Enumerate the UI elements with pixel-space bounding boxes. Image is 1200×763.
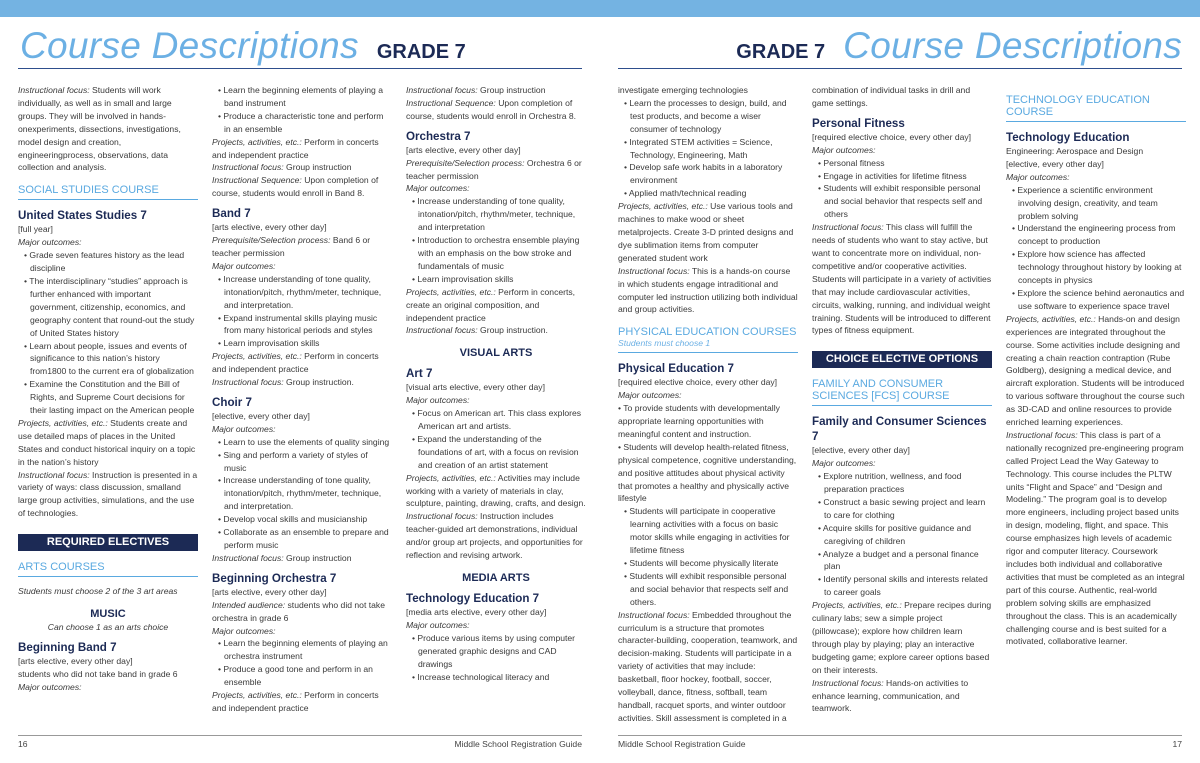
block-text: Perform in concerts and independent practice [212, 690, 379, 713]
paragraph [406, 144, 586, 157]
field-label: Instructional Sequence: [212, 175, 302, 186]
paragraph [18, 668, 198, 681]
block-text: TECHNOLOGY EDUCATION COURSE [1006, 94, 1150, 118]
field-label: Instructional focus: [618, 265, 690, 276]
paragraph [406, 394, 586, 407]
paragraph [212, 586, 392, 599]
block-text: Focus on American art. This class explores American art and artists. [417, 408, 582, 432]
field-label: Major outcomes: [618, 390, 682, 401]
subsection-heading [406, 347, 586, 360]
paragraph [212, 376, 392, 389]
paragraph [212, 174, 392, 200]
field-label: Major outcomes: [212, 260, 276, 271]
paragraph [406, 606, 586, 619]
block-text: REQUIRED ELECTIVES [46, 536, 170, 549]
section-banner [18, 534, 198, 551]
block-text: [arts elective, every other day] [18, 656, 133, 667]
grade-label: GRADE 7 [376, 41, 466, 63]
field-label: Instructional focus: [1006, 429, 1078, 440]
paragraph [406, 472, 586, 511]
bullet-item [618, 570, 798, 609]
column [812, 84, 992, 715]
section-heading [18, 561, 198, 577]
bullet-item [406, 234, 586, 273]
paragraph [812, 131, 992, 144]
block-text: Instruction includes teacher-guided art demonstrations, individual and/or group art projects, and opportunities for reflection and revising artwork. [406, 511, 583, 561]
paragraph [212, 161, 392, 174]
block-text: VISUAL ARTS [459, 347, 533, 360]
paragraph [812, 599, 992, 676]
block-text: Analyze a budget and a personal finance plan [822, 548, 979, 572]
paragraph [406, 157, 586, 183]
block-text: [arts elective, every other day] [212, 222, 327, 233]
block-text: Increase understanding of tone quality, intonation/pitch, rhythm/meter, technique, and interpretation. [223, 273, 382, 310]
field-label: Instructional focus: [212, 162, 284, 173]
block-text: Collaborate as an ensemble to prepare and perform music [223, 527, 389, 550]
page-header [736, 25, 1182, 67]
field-label: Projects, activities, etc.: [1006, 313, 1096, 324]
paragraph [212, 221, 392, 234]
block-text: Group instruction [283, 552, 352, 563]
block-text: Embedded throughout the curriculum is a structure that promotes character-building, cooperation, teamwork, and decision-making. Students will participate in a variety of activities that may include: basketball, floor hockey, football, soccer, volleyball, dance, fitness, softball, team handball, racquet sports, and winter outdoor activities. Skill assessment is completed in a [618, 609, 798, 723]
block-text: Engage in activities for lifetime fitness [823, 170, 967, 181]
bullet-item [18, 340, 198, 379]
field-label: Instructional focus: [812, 677, 884, 688]
block-text: PHYSICAL EDUCATION COURSES [618, 326, 797, 339]
block-text: Expand the understanding of the foundations of art, with a focus on revision and creation of an artist statement [417, 433, 579, 470]
paragraph [406, 510, 586, 562]
paragraph [18, 585, 198, 598]
block-text: [elective, every other day] [812, 445, 910, 456]
field-label: Instructional focus: [212, 552, 284, 563]
block-text: Group instruction [477, 85, 546, 95]
bullet-item [406, 407, 586, 433]
block-text: This class will fulfill the needs of students who want to stay active, but want to concentrate more on individual, non-competitive and/or cooperative activities. Students will participate in a variety of activities that may include cardiovascular activities, circuits, walking, running, and individual weight training. Students will be introduced to different types of fitness equipment. [812, 222, 992, 336]
block-text: ARTS COURSES [18, 561, 105, 574]
bullet-item [618, 505, 798, 557]
block-text: Expand instrumental skills playing music from many historical periods and styles [223, 312, 378, 336]
course-title [212, 395, 392, 410]
block-text: Students will exhibit responsible personal and social behavior that respects self and others [823, 183, 983, 220]
course-title [812, 414, 992, 444]
bullet-item [212, 273, 392, 312]
block-text: Develop vocal skills and musicianship [223, 514, 368, 525]
block-text: This class is part of a nationally recognized pre-engineering program called Project Lead the Way Gateway to Technology. This course includes the PLTW units “Flight and Space” and “Design and Modeling.” The program goal is to develop more engineers, including project based units in design, modeling, flight, and space. This course emphasizes high levels of academic rigor and computer literacy. Coursework includes both individual and collaborative activities that must be completed as an integral part of this course. Authentic, real-world problem solving skills are emphasized throughout the class. This is an academically challenging course and is best suited for a motivated, collaborative learner. [1006, 429, 1185, 647]
bullet-item [618, 557, 798, 570]
block-text: Orchestra 6 or teacher permission [406, 157, 582, 181]
block-subtitle: Can choose 1 as an arts choice [47, 622, 169, 633]
block-text: Use various tools and machines to make wood or sheet metalprojects. Create 3-D printed designs and dye sublimation items from computer generated student work [618, 201, 794, 263]
bullet-item [212, 513, 392, 526]
block-text: Family and Consumer Sciences 7 [812, 415, 987, 444]
paragraph [618, 389, 798, 402]
paragraph [812, 444, 992, 457]
block-text: This is a hands-on course in which students engage intraditional and computer led instruction utilizing both individual and group activities. [618, 265, 798, 315]
paragraph [1006, 171, 1186, 184]
bullet-item [406, 273, 586, 286]
block-text: Develop safe work habits in a laboratory environment [629, 162, 783, 186]
bullet-item [812, 182, 992, 221]
block-text: Hands-on and design experiences are integrated throughout the course. Some activities include designing and creating a chain reaction contraption (Rube Goldberg), designing a medical device, and aircraft exploration. Students will be introduced to various software throughout the course such as 3D-CAD and online resources to provide enriched learning experiences. [1006, 313, 1185, 428]
block-text: Examine the Constitution and the Bill of Rights, and Supreme Court decisions for their lasting impact on the American people [29, 379, 195, 416]
field-label: Projects, activities, etc.: [18, 417, 108, 428]
bullet-item [618, 161, 798, 187]
paragraph [18, 223, 198, 236]
page-number: 17 [1172, 739, 1182, 749]
block-text: Personal fitness [823, 157, 885, 168]
paragraph [618, 84, 798, 97]
field-label: Students must choose 2 of the 3 art areas [18, 586, 178, 597]
footer-divider [18, 735, 582, 736]
field-label: Major outcomes: [406, 183, 470, 194]
block-text: [arts elective, every other day] [212, 586, 327, 597]
bullet-item [18, 378, 198, 417]
block-text: MUSIC [90, 608, 126, 621]
bullet-item [212, 110, 392, 136]
paragraph [406, 286, 586, 325]
bullet-item [212, 663, 392, 689]
block-text: [full year] [18, 224, 53, 235]
block-text: Explore nutrition, wellness, and food preparation practices [823, 471, 962, 495]
paragraph [406, 97, 586, 123]
block-text: Learn the beginning elements of playing a band instrument [223, 85, 383, 108]
footer-divider [618, 735, 1182, 736]
header-divider [618, 68, 1182, 69]
field-label: Projects, activities, etc.: [212, 136, 302, 147]
block-text: Perform in concerts, create an original composition, and independent practice [406, 286, 576, 323]
paragraph [406, 619, 586, 632]
block-text: Experience a scientific environment involving design, creativity, and team problem solving [1017, 184, 1158, 221]
bullet-item [212, 337, 392, 350]
course-title [212, 206, 392, 221]
block-text: [media arts elective, every other day] [406, 607, 547, 617]
field-label: Major outcomes: [406, 619, 470, 630]
column [212, 84, 392, 715]
field-label: Instructional focus: [406, 511, 478, 522]
block-text: Upon completion of course, students would enroll in Band 8. [212, 175, 379, 199]
paragraph [618, 376, 798, 389]
field-label: Projects, activities, etc.: [406, 472, 496, 483]
paragraph [212, 260, 392, 273]
bullet-item [618, 187, 798, 200]
paragraph [212, 689, 392, 715]
block-text: Introduction to orchestra ensemble playing with an emphasis on the bow stroke and fundamentals of music [417, 235, 580, 271]
bullet-item [812, 470, 992, 496]
field-label: Prerequisite/Selection process: [406, 157, 525, 168]
bullet-item [18, 275, 198, 340]
block-text: [arts elective, every other day] [406, 144, 521, 155]
block-text: Acquire skills for positive guidance and caregiving of children [822, 522, 972, 546]
field-label: Instructional focus: [18, 469, 90, 480]
field-label: Instructional focus: [212, 377, 284, 388]
block-text: Orchestra 7 [406, 129, 471, 143]
bullet-item [406, 195, 586, 234]
paragraph [812, 457, 992, 470]
course-title [812, 116, 992, 131]
paragraph [18, 236, 198, 249]
right-page [600, 17, 1200, 763]
block-text: Construct a basic sewing project and learn to care for clothing [823, 496, 986, 520]
block-text: Art 7 [406, 367, 433, 381]
grade-label: GRADE 7 [736, 41, 826, 63]
paragraph [812, 84, 992, 110]
block-text: Understand the engineering process from concept to production [1017, 223, 1176, 247]
block-text: Explore the science behind aeronautics and use software to experience space travel [1017, 287, 1185, 311]
field-label: Major outcomes: [812, 144, 876, 155]
block-text: Integrated STEM activities = Science, Technology, Engineering, Math [629, 136, 773, 160]
block-text: [visual arts elective, every other day] [406, 382, 545, 393]
block-subtitle: Students must choose 1 [618, 338, 711, 349]
block-text: CHOICE ELECTIVE OPTIONS [825, 353, 979, 366]
block-text: Perform in concerts and independent practice [212, 136, 379, 160]
section-heading [618, 326, 798, 353]
block-text: Beginning Orchestra 7 [212, 571, 337, 585]
page-number: 16 [18, 739, 28, 749]
paragraph [18, 84, 198, 174]
block-text: Prepare recipes during culinary labs; sew a simple project (pillowcase); explore how children learn through play by playing; play an interactive budgeting game; explore career options based on their interests. [812, 600, 992, 675]
field-label: Major outcomes: [812, 458, 876, 469]
paragraph [1006, 313, 1186, 429]
bullet-item [212, 436, 392, 449]
paragraph [406, 84, 586, 97]
block-text: Increase technological literacy and [417, 671, 550, 682]
section-heading [18, 184, 198, 200]
bullet-item [406, 433, 586, 472]
field-label: Major outcomes: [212, 423, 276, 434]
subsection-heading [406, 572, 586, 585]
block-text: Learn about people, issues and events of significance to this nation’s history from1800 to the current era of globalization [29, 340, 194, 377]
field-label: Projects, activities, etc.: [812, 600, 902, 611]
section-banner [812, 351, 992, 368]
block-text: [required elective choice, every other day] [618, 377, 778, 388]
block-text: Explore how science has affected technology throughout history by looking at concepts in physics [1017, 249, 1182, 286]
block-text: Identify personal skills and interests related to career goals [823, 574, 988, 598]
bullet-item [618, 97, 798, 136]
bullet-item [812, 522, 992, 548]
block-text: Hands-on activities to enhance learning, communication, and teamwork. [812, 677, 969, 714]
block-text: Learn improvisation skills [417, 273, 514, 284]
block-text: combination of individual tasks in drill and game settings. [812, 85, 971, 108]
course-title [212, 571, 392, 586]
paragraph [618, 200, 798, 265]
block-text: MEDIA ARTS [462, 572, 530, 584]
course-title [1006, 130, 1186, 145]
block-text: students who did not take band in grade 6 [18, 669, 178, 679]
field-label: Instructional focus: [406, 85, 478, 95]
column [618, 84, 798, 725]
paragraph [812, 221, 992, 337]
paragraph [212, 423, 392, 436]
block-text: Learn to use the elements of quality singing [223, 436, 390, 447]
block-text: Produce a characteristic tone and perform in an ensemble [223, 110, 384, 134]
block-text: Learn improvisation skills [223, 338, 320, 349]
course-title [406, 591, 586, 606]
block-text: investigate emerging technologies [618, 85, 748, 95]
paragraph [18, 655, 198, 668]
block-text: SOCIAL STUDIES COURSE [18, 184, 159, 197]
paragraph [212, 234, 392, 260]
block-text: Sing and perform a variety of styles of music [223, 449, 368, 473]
header-divider [18, 68, 582, 69]
field-label: Projects, activities, etc.: [406, 286, 496, 297]
block-text: [required elective choice, every other day] [812, 131, 972, 142]
top-accent-bar [0, 0, 1200, 17]
block-text: Activities may include working with a variety of materials in clay, sculpture, painting, drawing, crafts, and design. [406, 472, 586, 509]
block-text: Students will exhibit responsible personal and social behavior that respects self and others. [629, 570, 789, 607]
field-label: Projects, activities, etc.: [212, 690, 302, 701]
block-text: FAMILY AND CONSUMER SCIENCES [FCS] COURSE [812, 378, 950, 403]
field-label: Instructional focus: [812, 222, 884, 233]
bullet-item [812, 496, 992, 522]
paragraph [406, 324, 586, 337]
bullet-item [212, 474, 392, 513]
block-text: The interdisciplinary “studies” approach is further enhanced with important government, citizenship, economics, and geography content that round-out the study of United States history [29, 275, 195, 338]
paragraph [212, 625, 392, 638]
block-text: Group instruction. [477, 325, 548, 336]
block-text: Group instruction. [283, 377, 354, 388]
block-text: Band 7 [212, 207, 251, 221]
field-label: Projects, activities, etc.: [212, 351, 302, 362]
field-label: Major outcomes: [18, 237, 82, 248]
paragraph [212, 410, 392, 423]
subsection-heading [18, 608, 198, 634]
bullet-item [812, 548, 992, 574]
course-title [18, 640, 198, 655]
paragraph [212, 599, 392, 625]
block-text: Students will become physically literate [629, 558, 779, 568]
block-text: Choir 7 [212, 395, 252, 409]
block-text: Upon completion of course, students would enroll in Orchestra 8. [406, 97, 577, 121]
field-label: Instructional focus: [18, 85, 90, 95]
block-text: Increase understanding of tone quality, intonation/pitch, rhythm/meter, technique, and interpretation. [223, 475, 382, 512]
block-text: Engineering: Aerospace and Design [1006, 146, 1144, 156]
block-text: Produce various items by using computer generated graphic designs and CAD drawings [417, 632, 576, 669]
paragraph [812, 677, 992, 716]
block-text: Band 6 or teacher permission [212, 235, 371, 258]
field-label: Major outcomes: [18, 681, 82, 692]
guide-name: Middle School Registration Guide [454, 739, 582, 749]
paragraph [212, 350, 392, 376]
column [18, 84, 198, 694]
block-text: Students will participate in cooperative learning activities with a focus on basic motor skills while engaging in activities for lifetime fitness [629, 506, 790, 556]
field-label: Major outcomes: [406, 395, 470, 406]
block-text: Beginning Band 7 [18, 641, 117, 655]
bullet-item [812, 157, 992, 170]
block-text: Students create and use detailed maps of places in the United States and conduct historical inquiry on a topic in the nation’s history [18, 417, 196, 467]
block-text: students who did not take orchestra in grade 6 [212, 599, 385, 623]
paragraph [212, 552, 392, 565]
paragraph [406, 381, 586, 394]
paragraph [212, 136, 392, 162]
bullet-item [212, 449, 392, 475]
bullet-item [212, 84, 392, 110]
block-text: Technology Education 7 [406, 592, 540, 605]
block-text: Technology Education [1006, 131, 1130, 144]
bullet-item [618, 136, 798, 162]
block-text: Learn the processes to design, build, and test products, and become a wiser consumer of technology [629, 97, 787, 134]
bullet-item [812, 170, 992, 183]
block-text: Learn the beginning elements of playing an orchestra instrument [223, 638, 388, 662]
paragraph [18, 417, 198, 469]
block-text: Physical Education 7 [618, 362, 734, 376]
bullet-item [812, 573, 992, 599]
bullet-item [212, 637, 392, 663]
block-text: Instruction is presented in a variety of ways: class discussion, smalland large group activities, simulations, and the use of technologies. [18, 469, 198, 519]
block-text: Group instruction [283, 162, 352, 173]
page-title: Course Descriptions [843, 25, 1182, 66]
field-label: Prerequisite/Selection process: [212, 235, 331, 246]
course-title [406, 129, 586, 144]
paragraph [18, 681, 198, 694]
block-text: [elective, every other day] [212, 410, 310, 421]
field-label: Instructional Sequence: [406, 97, 496, 108]
course-title [18, 208, 198, 223]
course-title [618, 361, 798, 376]
page-title: Course Descriptions [20, 25, 359, 66]
paragraph [812, 144, 992, 157]
bullet-item [18, 249, 198, 275]
column [406, 84, 586, 683]
block-text: Personal Fitness [812, 116, 905, 130]
column [1006, 84, 1186, 648]
bullet-item [212, 526, 392, 552]
paragraph [618, 609, 798, 725]
paragraph [1006, 429, 1186, 648]
bullet-item [1006, 184, 1186, 223]
paragraph [618, 265, 798, 317]
bullet-item [1006, 222, 1186, 248]
section-heading [1006, 94, 1186, 122]
block-text: Perform in concerts and independent practice [212, 351, 379, 375]
field-label: Instructional focus: [406, 325, 478, 336]
bullet-item [406, 671, 586, 684]
block-text: • Students will develop health-related fitness, physical competence, cognitive understanding, and positive attitudes about physical activity that promotes a healthy and physically active lifestyle [618, 441, 797, 504]
bullet-item [212, 312, 392, 338]
page-header [20, 25, 466, 67]
bullet-item [1006, 287, 1186, 313]
block-text: [elective, every other day] [1006, 158, 1104, 169]
paragraph [406, 182, 586, 195]
block-text: Produce a good tone and perform in an ensemble [223, 664, 373, 688]
guide-name: Middle School Registration Guide [618, 739, 746, 749]
paragraph [18, 469, 198, 521]
course-title [406, 366, 586, 381]
field-label: Major outcomes: [1006, 171, 1070, 182]
field-label: Major outcomes: [212, 625, 276, 636]
left-page [0, 17, 600, 763]
field-label: Instructional focus: [618, 609, 690, 620]
field-label: Projects, activities, etc.: [618, 201, 708, 212]
field-label: Intended audience: [212, 599, 286, 610]
paragraph [618, 402, 798, 441]
block-text: Grade seven features history as the lead discipline [29, 250, 185, 274]
block-text: Applied math/technical reading [628, 188, 747, 199]
block-text: Increase understanding of tone quality, intonation/pitch, rhythm/meter, technique, and interpretation [417, 196, 576, 233]
bullet-item [406, 632, 586, 671]
paragraph [1006, 158, 1186, 171]
block-text: Students will work individually, as well as in small and large groups. They will be involved in hands-onexperiments, dissections, investigations, model design and creation, engineeringprocess, observations, data collection and analysis. [18, 85, 181, 173]
block-text: • To provide students with developmentally appropriate learning opportunities with meaningful content and instruction. [618, 403, 780, 439]
paragraph [1006, 145, 1186, 158]
block-text: United States Studies 7 [18, 209, 147, 223]
paragraph [618, 441, 798, 506]
section-heading [812, 378, 992, 406]
bullet-item [1006, 248, 1186, 287]
